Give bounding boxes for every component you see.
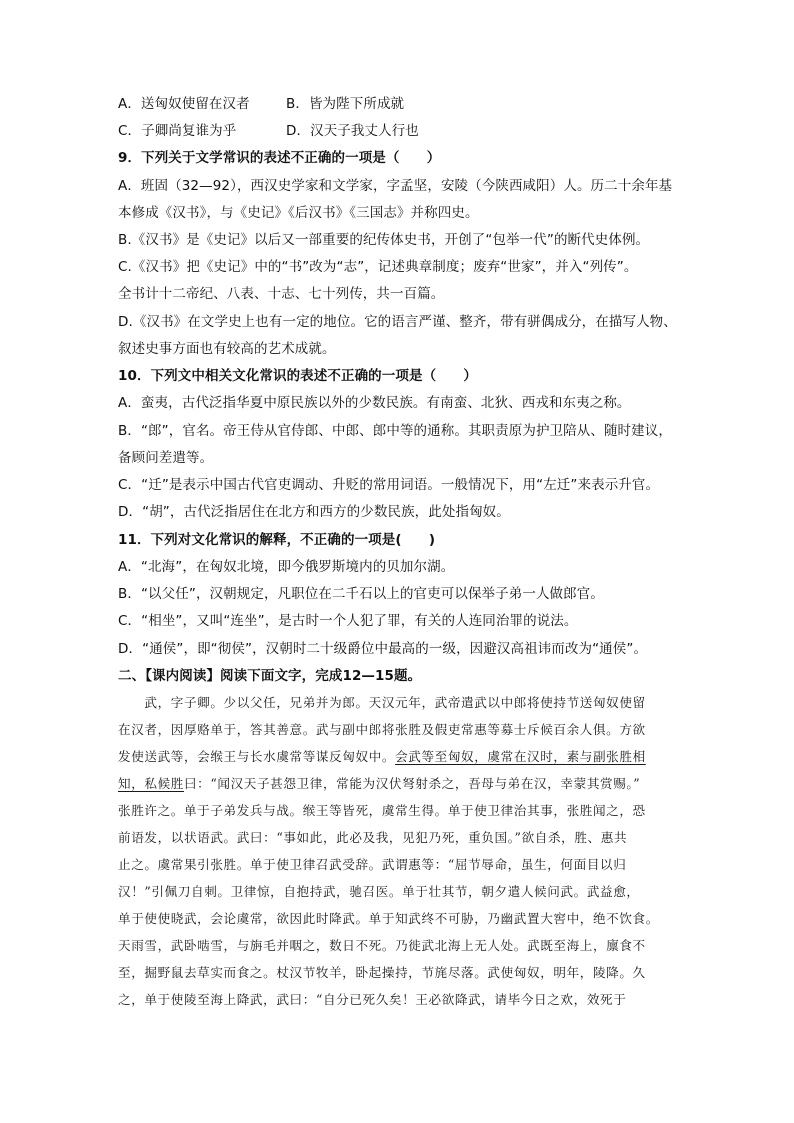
q9-stem: 9．下列关于文学常识的表述不正确的一项是（ ） (118, 150, 441, 166)
q9-line: 叙述史事方面也有较高的艺术成就。 (118, 341, 336, 357)
underlined-passage-text: 知，私候胜 (118, 776, 184, 791)
passage-line: 在汉者，因厚赂单于，答其善意。武与副中郎将张胜及假吏常惠等募士斥候百余人俱。方欲 (118, 722, 646, 737)
underlined-passage-text: 会武等至匈奴，虞常在汉时，素与副张胜相 (395, 749, 646, 764)
passage-text: 发使送武等，会缑王与长水虞常等谋反匈奴中。 (118, 749, 396, 764)
q10-stem: 10．下列文中相关文化常识的表述不正确的一项是（ ） (118, 368, 477, 384)
passage-line: 单于使使晓武，会论虞常，欲因此时降武。单于知武终不可胁，乃幽武置大窖中，绝不饮食。 (118, 911, 659, 926)
passage-line: 汉！”引佩刀自刺。卫律惊，自抱持武，驰召医。单于壮其节，朝夕遣人候问武。武益愈， (118, 884, 640, 899)
q9-line: B.《汉书》是《史记》以后又一部重要的纪传体史书，开创了“包举一代”的断代史体例。 (118, 232, 650, 248)
passage-line: 之，单于使陵至海上降武，武曰：“自分已死久矣！王必欲降武，请毕今日之欢，效死于 (118, 992, 627, 1007)
passage-line: 止之。虞常果引张胜。单于使卫律召武受辞。武谓惠等：“屈节辱命，虽生，何面目以归 (118, 857, 627, 872)
q10-line: C．“迁”是表示中国古代官吏调动、升贬的常用词语。一般情况下，用“左迁”来表示升官。 (118, 477, 660, 493)
q10-line: 备顾问差遣等。 (118, 450, 214, 466)
passage-line (118, 775, 680, 793)
q11-line: B．“以父任”，汉朝规定，凡职位在二千石以上的官吏可以保举子弟一人做郎官。 (118, 586, 604, 602)
q11-line: C．“相坐”，又叫“连坐”，是古时一个人犯了罪，有关的人连同治罪的说法。 (118, 613, 578, 629)
passage-line: 张胜许之。单于子弟发兵与战。缑王等皆死，虞常生得。单于使卫律治其事，张胜闻之，恐 (118, 803, 646, 818)
q8-option-c: C．子卿尚复谁为乎 (118, 123, 237, 139)
passage-line: 天雨雪，武卧啮雪，与旃毛并咽之，数日不死。乃徙武北海上无人处。武既至海上，廪食不 (118, 938, 646, 953)
passage-text: 曰：“闻汉天子甚怨卫律，常能为汉伏弩射杀之，吾母与弟在汉，幸蒙其赏赐。” (183, 776, 641, 791)
q9-line: A．班固（32—92），西汉史学家和文学家，字孟坚，安陵（今陕西咸阳）人。历二十余年基 (118, 178, 673, 194)
q9-line: D.《汉书》在文学史上也有一定的地位。它的语言严谨、整齐，带有骈偶成分，在描写人物、 (118, 314, 677, 330)
q10-line: B．“郎”，官名。帝王侍从官侍郎、中郎、郎中等的通称。其职责原为护卫陪从、随时建议， (118, 423, 672, 439)
q9-line: C.《汉书》把《史记》中的“书”改为“志”，记述典章制度；废弃“世家”，并入“列传”。 (118, 259, 638, 275)
passage-line: 前语发，以状语武。武曰：“事如此，此必及我，见犯乃死，重负国。”欲自杀，胜、惠共 (118, 830, 628, 845)
q8-option-d: D．汉天子我丈人行也 (286, 123, 419, 139)
q10-line: A．蛮夷，古代泛指华夏中原民族以外的少数民族。有南蛮、北狄、西戎和东夷之称。 (118, 395, 631, 411)
section-heading: 二、【课内阅读】阅读下面文字，完成12—15题。 (118, 668, 422, 684)
q9-line: 本修成《汉书》，与《史记》《后汉书》《三国志》并称四史。 (118, 205, 479, 221)
q8-options-row2 (118, 122, 678, 140)
q10-line: D．“胡”，古代泛指居住在北方和西方的少数民族，此处指匈奴。 (118, 504, 510, 520)
q8-option-a: A．送匈奴使留在汉者 (118, 96, 250, 112)
q11-stem: 11．下列对文化常识的解释，不正确的一项是( ) (118, 532, 436, 548)
q9-line: 全书计十二帝纪、八表、十志、七十列传，共一百篇。 (118, 286, 445, 302)
q11-line: A．“北海”，在匈奴北境，即今俄罗斯境内的贝加尔湖。 (118, 559, 455, 575)
passage-line: 至，掘野鼠去草实而食之。杖汉节牧羊，卧起操持，节旄尽落。武使匈奴，明年，陵降。久 (118, 965, 646, 980)
passage-line: 武，字子卿。少以父任，兄弟并为郎。天汉元年，武帝遣武以中郎将使持节送匈奴使留 (118, 695, 646, 710)
q8-option-b: B．皆为陛下所成就 (286, 96, 405, 112)
passage-line (118, 748, 680, 766)
q11-line: D．“通侯”，即“彻侯”，汉朝时二十级爵位中最高的一级，因避汉高祖讳而改为“通侯”。 (118, 641, 648, 657)
q8-options-row1 (118, 95, 678, 113)
